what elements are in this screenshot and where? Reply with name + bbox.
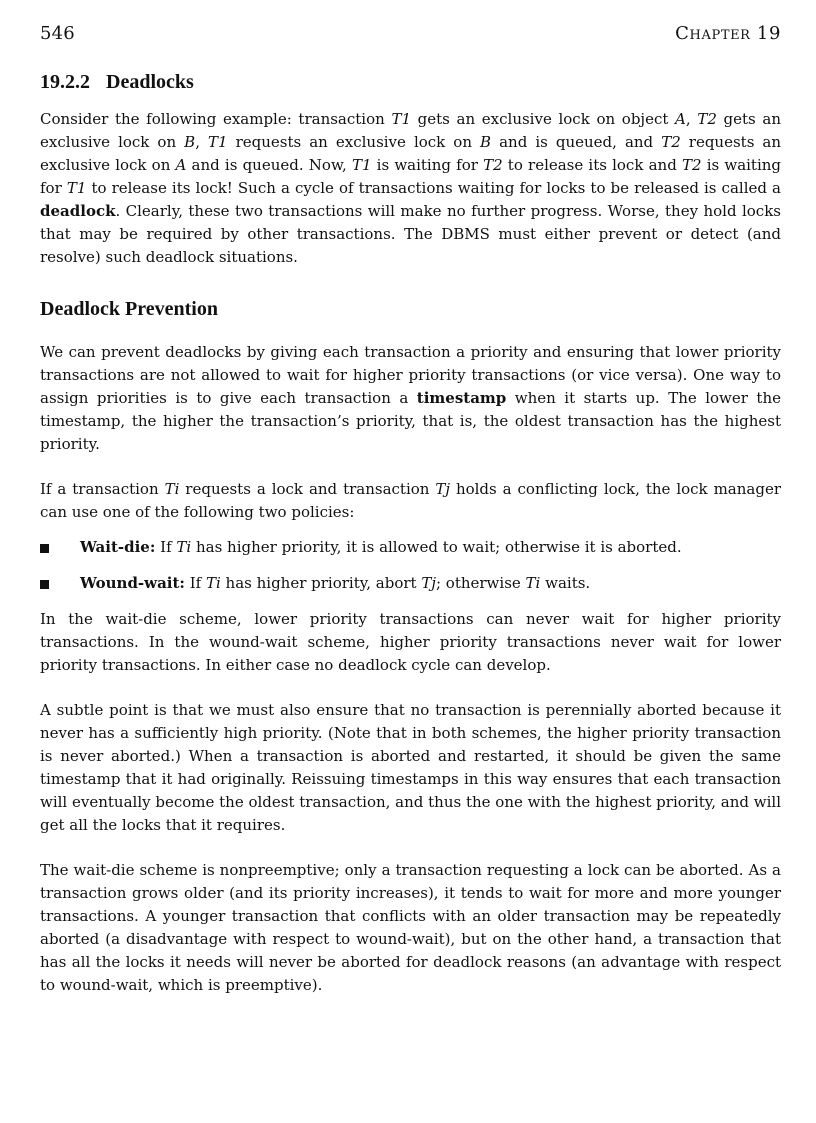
chapter-label: Chapter 19	[675, 23, 781, 44]
bullet-square-icon	[40, 580, 49, 589]
prevention-paragraph-1: We can prevent deadlocks by giving each transaction a priority and ensuring that lower priority transactions are not allowed to wait for higher priority transactions (or vice versa). One way to assign priorities is to give each transaction a timestamp when it starts up. The lower the timestamp, the higher the transaction’s priority, that is, the oldest transaction has the highest priority.	[40, 343, 781, 453]
running-head	[40, 22, 781, 46]
prevention-paragraph-4: A subtle point is that we must also ensure that no transaction is perennially aborted because it never has a sufficiently high priority. (Note that in both schemes, the higher priority transaction is never aborted.) When a transaction is aborted and restarted, it should be given the same timestamp that it had originally. Reissuing timestamps in this way ensures that each transaction will eventually become the oldest transaction, and thus the one with the highest priority, and will get all the locks that it requires.	[40, 701, 781, 834]
section-number: 19.2.2	[40, 71, 90, 93]
list-item: Wait-die: If Ti has higher priority, it is allowed to wait; otherwise it is aborted.	[40, 536, 781, 559]
bullet-square-icon	[40, 544, 49, 553]
book-page	[40, 22, 781, 997]
term-timestamp: timestamp	[416, 389, 507, 407]
term-deadlock: deadlock	[40, 202, 116, 220]
prevention-paragraph-5: The wait-die scheme is nonpreemptive; only a transaction requesting a lock can be aborted. As a transaction grows older (and its priority increases), it tends to wait for more and more younger transactions. A younger transaction that conflicts with an older transaction may be repeatedly aborted (a disadvantage with respect to wound-wait), but on the other hand, a transaction that has all the locks it needs will never be aborted for deadlock reasons (an advantage with respect to wound-wait, which is preemptive).	[40, 861, 781, 994]
prevention-paragraph-2: If a transaction Ti requests a lock and transaction Tj holds a conflicting lock, the lock manager can use one of the following two policies:	[40, 480, 781, 521]
policy-list	[40, 536, 781, 595]
page-number: 546	[40, 23, 75, 44]
section-heading	[40, 68, 781, 96]
section-title: Deadlocks	[106, 71, 194, 93]
intro-paragraph: Consider the following example: transaction T1 gets an exclusive lock on object A, T2 gets an exclusive lock on B, T1 requests an exclusive lock on B and is queued, and T2 requests an exclusive lock on A and is queued. Now, T1 is waiting for T2 to release its lock and T2 is waiting for T1 to release its lock! Such a cycle of transactions waiting for locks to be released is called a deadlock. Clearly, these two transactions will make no further progress. Worse, they hold locks that may be required by other transactions. The DBMS must either prevent or detect (and resolve) such deadlock situations.	[40, 110, 782, 266]
subsection-title: Deadlock Prevention	[40, 298, 218, 320]
prevention-paragraph-3: In the wait-die scheme, lower priority transactions can never wait for higher priority transactions. In the wound-wait scheme, higher priority transactions never wait for lower priority transactions. In either case no deadlock cycle can develop.	[40, 610, 781, 674]
list-item: Wound-wait: If Ti has higher priority, abort Tj; otherwise Ti waits.	[40, 572, 781, 595]
